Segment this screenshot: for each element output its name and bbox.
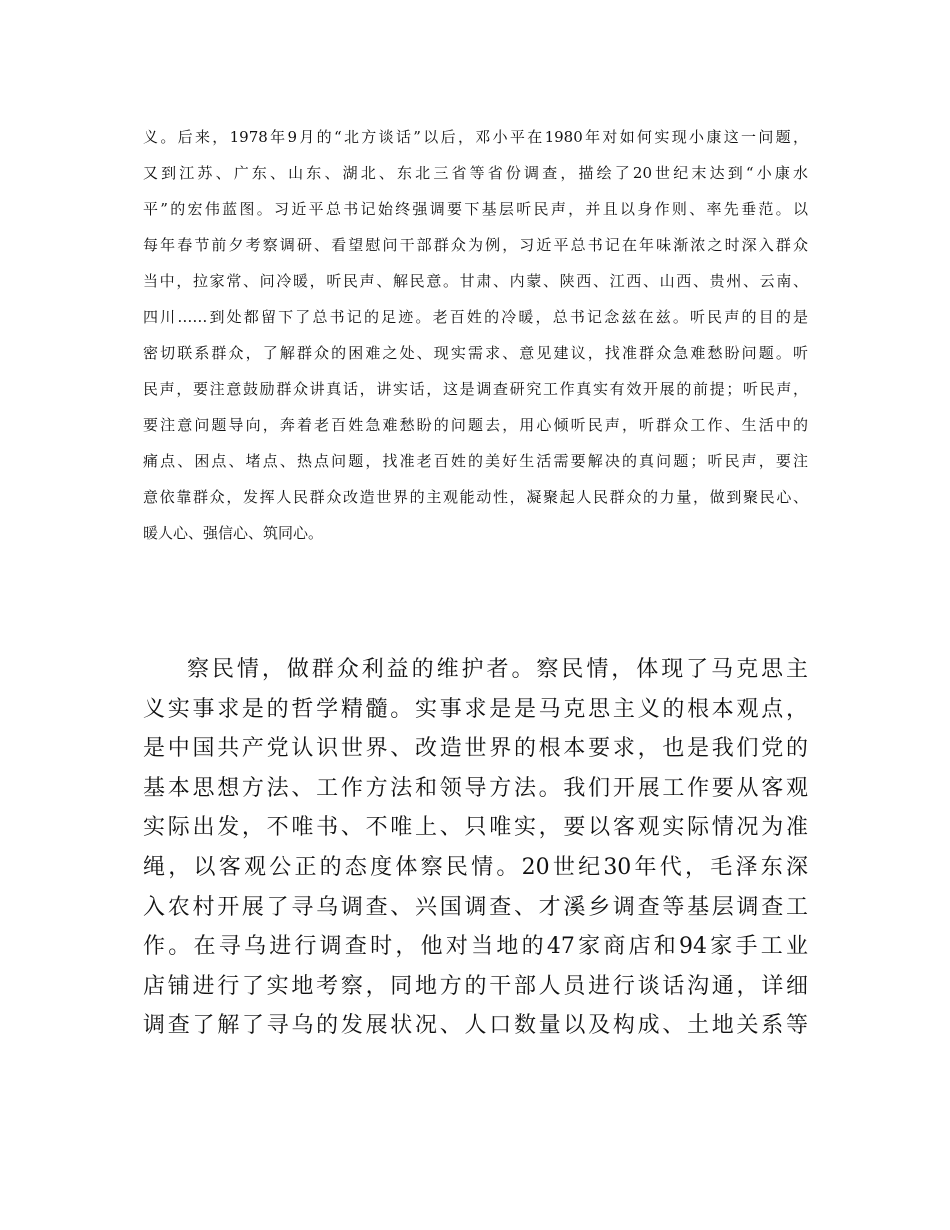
text-line: 调查了解了寻乌的发展状况、人口数量以及构成、土地关系等 <box>143 1013 808 1039</box>
text-line: 是中国共产党认识世界、改造世界的根本要求，也是我们党的 <box>143 736 808 762</box>
text-line: 密切联系群众，了解群众的困难之处、现实需求、意见建议，找准群众急难愁盼问题。听 <box>143 344 808 362</box>
text-line: 基本思想方法、工作方法和领导方法。我们开展工作要从客观 <box>143 775 808 801</box>
text-line: 作。在寻乌进行调查时，他对当地的47家商店和94家手工业 <box>143 934 808 960</box>
text-line: 当中，拉家常、问冷暖，听民声、解民意。甘肃、内蒙、陕西、江西、山西、贵州、云南、 <box>143 272 808 290</box>
text-line: 平”的宏伟蓝图。习近平总书记始终强调要下基层听民声，并且以身作则、率先垂范。以 <box>143 200 808 218</box>
text-line: 痛点、困点、堵点、热点问题，找准老百姓的美好生活需要解决的真问题；听民声，要注 <box>143 452 808 470</box>
text-line: 民声，要注意鼓励群众讲真话，讲实话，这是调查研究工作真实有效开展的前提；听民声， <box>143 380 808 398</box>
text-line: 实际出发，不唯书、不唯上、只唯实，要以客观实际情况为准 <box>143 815 808 841</box>
text-line: 每年春节前夕考察调研、看望慰问干部群众为例，习近平总书记在年味渐浓之时深入群众 <box>143 236 808 254</box>
text-line: 又到江苏、广东、山东、湖北、东北三省等省份调查，描绘了20世纪末达到“小康水 <box>143 164 808 182</box>
text-line: 店铺进行了实地考察，同地方的干部人员进行谈话沟通，详细 <box>143 973 808 999</box>
text-line: 义实事求是的哲学精髓。实事求是是马克思主义的根本观点， <box>143 696 808 722</box>
text-line: 四川……到处都留下了总书记的足迹。老百姓的冷暖，总书记念兹在兹。听民声的目的是 <box>143 308 808 326</box>
text-line: 绳，以客观公正的态度体察民情。20世纪30年代，毛泽东深 <box>143 854 808 880</box>
text-line: 意依靠群众，发挥人民群众改造世界的主观能动性，凝聚起人民群众的力量，做到聚民心、 <box>143 488 808 506</box>
text-line: 暖人心、强信心、筑同心。 <box>143 524 324 542</box>
text-line: 义。后来，1978年9月的“北方谈话”以后，邓小平在1980年对如何实现小康这一问题， <box>143 128 808 146</box>
paragraph-observe-people-conditions <box>143 650 808 1046</box>
text-line: 入农村开展了寻乌调查、兴国调查、才溪乡调查等基层调查工 <box>143 894 808 920</box>
text-line: 察民情，做群众利益的维护者。察民情，体现了马克思主 <box>187 657 808 682</box>
paragraph-listen-to-people <box>143 119 808 551</box>
text-line: 要注意问题导向，奔着老百姓急难愁盼的问题去，用心倾听民声，听群众工作、生活中的 <box>143 416 808 434</box>
